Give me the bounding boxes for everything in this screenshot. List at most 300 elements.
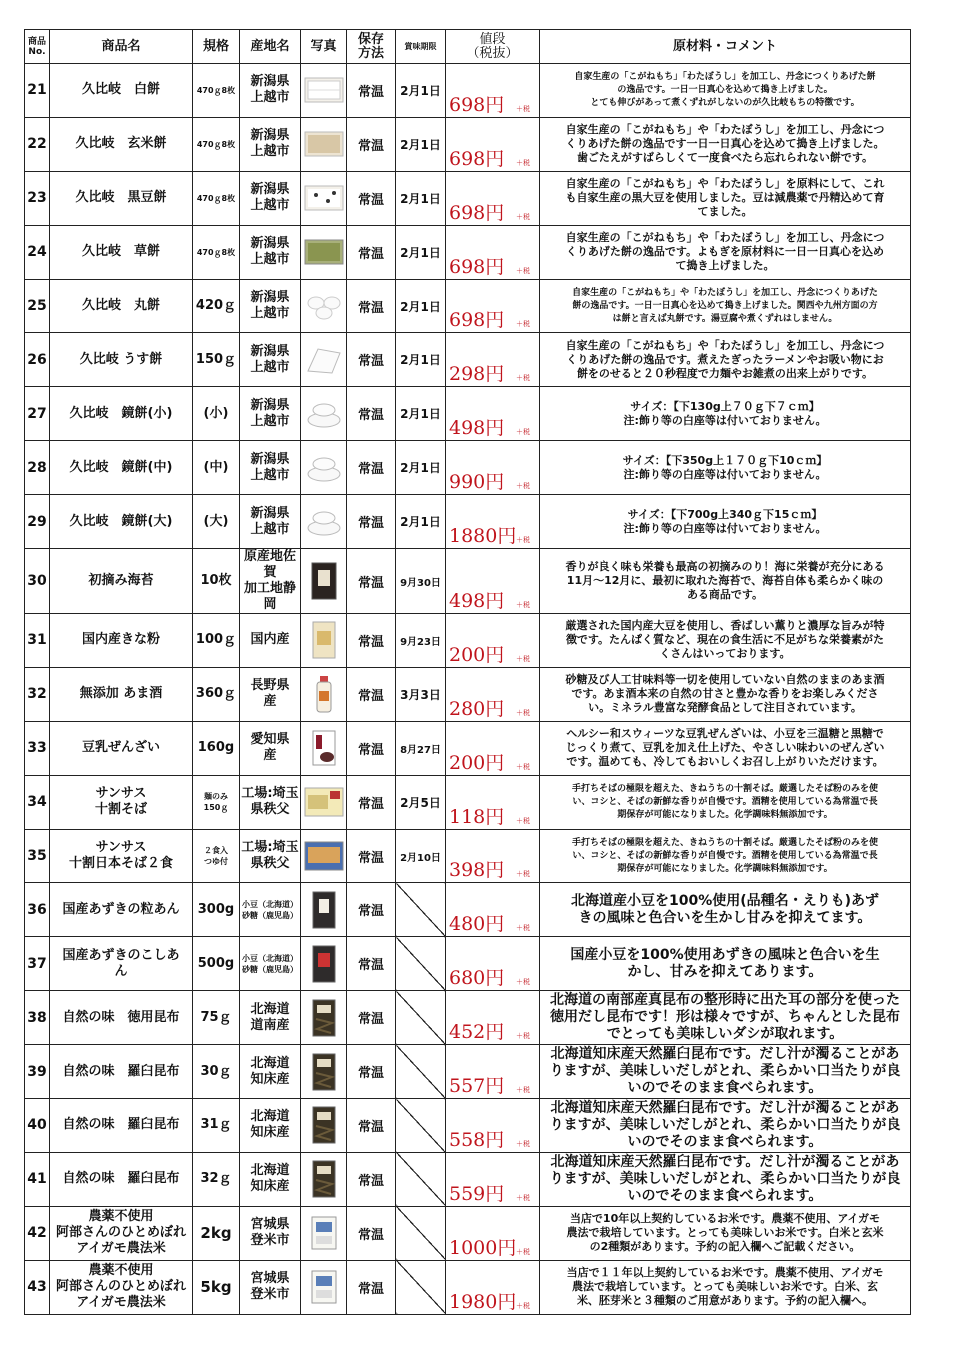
storage-method: 常温 — [347, 117, 396, 171]
comment-line: は餅と言えば丸餅です。湯豆腐や煮くずれはしません。 — [612, 313, 838, 324]
product-spec — [193, 495, 240, 549]
product-origin — [240, 333, 301, 387]
tax-label: ＋税 — [516, 654, 530, 663]
origin-line: 知床産 — [250, 1179, 290, 1195]
origin-line: 新潟県 — [250, 451, 290, 467]
best-before-date: 9月23日 — [396, 614, 446, 668]
spec-line: 30ｇ — [200, 1063, 232, 1079]
product-spec — [193, 775, 240, 829]
price-list-sheet — [24, 29, 910, 1315]
brown-rice-mochi-photo — [301, 117, 347, 171]
comment-line: 北海道知床産天然羅臼昆布です。だし汁が濁ることがあ — [550, 1099, 900, 1116]
origin-line: 知床産 — [250, 1125, 290, 1141]
spec-line: 150ｇ — [203, 803, 229, 813]
product-name — [50, 1260, 193, 1314]
spec-line: 470ｇ8枚 — [196, 139, 236, 149]
tax-label: ＋税 — [516, 1193, 530, 1202]
item-number: 42 — [25, 1206, 50, 1260]
storage-method: 常温 — [347, 387, 396, 441]
product-price — [446, 495, 540, 549]
spec-line: 75ｇ — [200, 1009, 232, 1025]
origin-line: 北海道 — [250, 1163, 290, 1179]
item-number: 25 — [25, 279, 50, 333]
name-line: 十割そば — [94, 802, 147, 818]
origin-line: 愛知県 — [250, 732, 290, 748]
product-name — [50, 279, 193, 333]
comment-line: 注:飾り等の白座等は付いておりません。 — [623, 521, 827, 535]
product-row — [25, 991, 911, 1045]
comment-line: 厳選された国内産大豆を使用し、香ばしい薫りと濃厚な旨みが特 — [565, 619, 885, 633]
storage-method: 常温 — [347, 614, 396, 668]
comment-line: 砂糖及び人工甘味料等一切を使用していない自然のままのあま酒 — [565, 673, 885, 687]
product-name — [50, 495, 193, 549]
comment-line: 徴です。たんぱく質など、現在の食生活に不足がちな栄養素がた — [565, 633, 885, 647]
price-amount: 558円 — [449, 1128, 505, 1151]
product-row — [25, 1260, 911, 1314]
price-amount: 452円 — [449, 1021, 505, 1044]
comment-line: 北海道の南部産真昆布の整形時に出た耳の部分を使った — [550, 992, 900, 1009]
comment-line: 餅をのせると２０秒程度で力麺やお雑煮の出来上がりです。 — [576, 366, 874, 380]
best-before-date — [396, 937, 446, 991]
comment-line: サイズ：【下130g上７０ｇ下７ｃｍ】 — [630, 399, 820, 413]
product-price — [446, 829, 540, 883]
product-name — [50, 1045, 193, 1099]
tax-label: ＋税 — [516, 428, 530, 437]
origin-line: 上越市 — [250, 467, 290, 483]
spec-line: つゆ付 — [204, 857, 228, 867]
comment-line: 手打ちそばの極限を超えた、きねうちの十割そば。厳選したそば粉のみを使 — [571, 837, 878, 848]
product-name — [50, 1152, 193, 1206]
rausu-kombu-32-photo — [301, 1152, 347, 1206]
comment-line: 自家生産の「こがねもち」「わたぼうし」を加工し、丹念につくりあげた餅 — [574, 71, 876, 82]
spec-line: 360ｇ — [195, 686, 237, 702]
spec-line: 500g — [197, 955, 235, 971]
product-comment — [540, 549, 911, 614]
product-comment — [540, 829, 911, 883]
product-row — [25, 775, 911, 829]
best-before-date — [396, 883, 446, 937]
name-line: 阿部さんのひとめぼれ — [55, 1225, 186, 1241]
kusa-mochi-photo — [301, 225, 347, 279]
storage-method: 常温 — [347, 495, 396, 549]
product-spec — [193, 1206, 240, 1260]
rausu-kombu-31-photo — [301, 1099, 347, 1153]
price-amount: 698円 — [449, 309, 505, 332]
best-before-date — [396, 991, 446, 1045]
item-number: 24 — [25, 225, 50, 279]
product-name — [50, 549, 193, 614]
comment-line: 当店で１１年以上契約しているお米です。農薬不使用、アイガモ — [566, 1266, 884, 1280]
product-comment — [540, 279, 911, 333]
product-row — [25, 117, 911, 171]
kombu-package-photo — [301, 991, 347, 1045]
product-price — [446, 614, 540, 668]
storage-method: 常温 — [347, 225, 396, 279]
origin-line: 小豆（北海道） — [242, 953, 298, 963]
product-row — [25, 883, 911, 937]
price-amount: 480円 — [449, 913, 505, 936]
best-before-date — [396, 1099, 446, 1153]
product-price — [446, 883, 540, 937]
product-name — [50, 333, 193, 387]
product-row — [25, 1045, 911, 1099]
origin-line: 宮城県 — [250, 1271, 290, 1287]
product-price — [446, 117, 540, 171]
origin-line: 新潟県 — [250, 236, 290, 252]
soba-2pack-photo — [301, 829, 347, 883]
comment-line: て搗き上げました。 — [675, 259, 775, 273]
tax-label: ＋税 — [516, 762, 530, 771]
product-comment — [540, 1045, 911, 1099]
item-number: 26 — [25, 333, 50, 387]
product-origin — [240, 883, 301, 937]
round-mochi-photo — [301, 279, 347, 333]
product-origin — [240, 549, 301, 614]
comment-line: サイズ：【下700g上340ｇ下15ｃｍ】 — [627, 507, 823, 521]
comment-line: 歯ごたえがすばらしくて一度食べたら忘れられない餅です。 — [576, 151, 874, 165]
comment-line: きの風味と色合いを生かし甘みを抑えてます。 — [578, 909, 872, 926]
product-origin — [240, 64, 301, 118]
product-name — [50, 1206, 193, 1260]
storage-method: 常温 — [347, 667, 396, 721]
comment-line: 徳用だし昆布です！形は様々ですが、ちゃんとした昆布 — [550, 1009, 900, 1026]
product-price — [446, 991, 540, 1045]
origin-line: 上越市 — [250, 144, 290, 160]
best-before-date: 3月3日 — [396, 667, 446, 721]
best-before-date: 2月10日 — [396, 829, 446, 883]
origin-line: 新潟県 — [250, 128, 290, 144]
product-comment — [540, 495, 911, 549]
product-price — [446, 333, 540, 387]
comment-line: くりあげた餅の逸品です。よもぎを原材料に一日一日真心を込め — [565, 245, 885, 259]
product-spec — [193, 991, 240, 1045]
product-price — [446, 937, 540, 991]
price-amount: 990円 — [449, 471, 505, 494]
name-line: 久比岐 草餅 — [81, 244, 160, 260]
product-price — [446, 279, 540, 333]
tax-label: ＋税 — [516, 816, 530, 825]
tax-label: ＋税 — [516, 158, 530, 167]
amazake-bottle-photo — [301, 667, 347, 721]
black-bean-mochi-photo — [301, 171, 347, 225]
product-price — [446, 441, 540, 495]
origin-line: 砂糖（鹿児島） — [242, 910, 298, 920]
storage-method: 常温 — [347, 1045, 396, 1099]
tax-label: ＋税 — [516, 978, 530, 987]
best-before-date: 8月27日 — [396, 721, 446, 775]
price-amount: 698円 — [449, 255, 505, 278]
product-origin — [240, 171, 301, 225]
product-row — [25, 387, 911, 441]
origin-line: 新潟県 — [250, 182, 290, 198]
product-row — [25, 441, 911, 495]
product-name — [50, 667, 193, 721]
soba-package-photo — [301, 775, 347, 829]
spec-line: ２食入 — [204, 846, 228, 856]
name-line: サンサス — [95, 786, 147, 802]
product-spec — [193, 117, 240, 171]
origin-line: 工場:埼玉 — [241, 840, 299, 856]
storage-method: 常温 — [347, 441, 396, 495]
origin-line: 道南産 — [250, 1017, 290, 1033]
origin-line: 原産地佐賀 — [243, 549, 296, 581]
price-amount: 200円 — [449, 643, 505, 666]
product-comment — [540, 667, 911, 721]
name-line: 十割日本そば２食 — [68, 856, 173, 872]
product-name — [50, 991, 193, 1045]
item-number: 33 — [25, 721, 50, 775]
spec-line: 31ｇ — [200, 1117, 232, 1133]
tax-label: ＋税 — [516, 212, 530, 221]
item-number: 23 — [25, 171, 50, 225]
name-line: 初摘み海苔 — [88, 573, 154, 589]
header-origin: 産地名 — [240, 30, 301, 64]
comment-line: ある商品です。 — [686, 588, 764, 602]
spec-line: 300g — [197, 901, 235, 917]
tax-label: ＋税 — [516, 870, 530, 879]
comment-line: 北海道産小豆を100%使用(品種名・えりも)あず — [570, 892, 880, 909]
origin-line: 新潟県 — [250, 505, 290, 521]
comment-line: い、コシと、そばの新鮮な香りが自慢です。酒精を使用している為常温で長 — [572, 850, 878, 861]
product-spec — [193, 883, 240, 937]
product-price — [446, 549, 540, 614]
product-origin — [240, 829, 301, 883]
origin-line: 加工地静岡 — [243, 581, 296, 613]
product-comment — [540, 171, 911, 225]
spec-line: (大) — [203, 513, 229, 529]
comment-line: 自家生産の「こがねもち」や「わたぼうし」を加工し、丹念につ — [565, 231, 885, 245]
product-spec — [193, 549, 240, 614]
product-price — [446, 171, 540, 225]
storage-method: 常温 — [347, 549, 396, 614]
name-line: 久比岐 白餅 — [81, 82, 160, 98]
product-row — [25, 1206, 911, 1260]
name-line: 国内産きな粉 — [81, 632, 160, 648]
spec-line: 10枚 — [200, 573, 232, 589]
koshian-package-photo — [301, 937, 347, 991]
product-price — [446, 1099, 540, 1153]
product-origin — [240, 495, 301, 549]
origin-line: 新潟県 — [250, 290, 290, 305]
name-line: ん — [114, 963, 128, 979]
storage-method: 常温 — [347, 721, 396, 775]
comment-line: くりあげた餅の逸品です一日一日真心を込めて搗き上げました。 — [565, 137, 885, 151]
tax-label: ＋税 — [516, 482, 530, 491]
product-comment — [540, 333, 911, 387]
item-number: 43 — [25, 1260, 50, 1314]
name-line: 久比岐 鏡餅(中) — [69, 459, 173, 475]
spec-line: 470ｇ8枚 — [196, 85, 236, 95]
product-row — [25, 721, 911, 775]
best-before-date: 2月5日 — [396, 775, 446, 829]
product-row — [25, 279, 911, 333]
item-number: 28 — [25, 441, 50, 495]
name-line: 農薬不使用 — [88, 1209, 154, 1225]
rausu-kombu-30-photo — [301, 1045, 347, 1099]
product-row — [25, 495, 911, 549]
product-name — [50, 775, 193, 829]
price-amount: 298円 — [449, 363, 505, 386]
product-origin — [240, 1045, 301, 1099]
comment-line: 自家生産の「こがねもち」や「わたぼうし」を加工し、丹念につ — [565, 338, 885, 352]
origin-line: 小豆（北海道） — [242, 899, 298, 909]
item-number: 39 — [25, 1045, 50, 1099]
origin-line: 国内産 — [250, 632, 290, 648]
comment-line: りますが、美味しいだしがとれ、柔らかい口当たりが良 — [549, 1116, 901, 1133]
product-row — [25, 333, 911, 387]
best-before-date: 2月1日 — [396, 117, 446, 171]
item-number: 32 — [25, 667, 50, 721]
product-spec — [193, 441, 240, 495]
comment-line: 期保存が可能になりました。化学調味料無添加です。 — [617, 863, 833, 874]
product-comment — [540, 1152, 911, 1206]
name-line: 豆乳ぜんざい — [81, 740, 160, 756]
product-comment — [540, 614, 911, 668]
name-line: アイガモ農法米 — [76, 1295, 166, 1311]
price-amount: 1980円 — [449, 1290, 517, 1313]
product-name — [50, 1099, 193, 1153]
product-spec — [193, 279, 240, 333]
comment-line: 注:飾り等の白座等は付いておりません。 — [623, 467, 827, 481]
product-origin — [240, 117, 301, 171]
best-before-date: 2月1日 — [396, 441, 446, 495]
storage-method: 常温 — [347, 279, 396, 333]
product-name — [50, 441, 193, 495]
product-table — [24, 29, 911, 1315]
product-spec — [193, 1045, 240, 1099]
product-origin — [240, 1206, 301, 1260]
item-number: 22 — [25, 117, 50, 171]
tax-label: ＋税 — [516, 1086, 530, 1095]
best-before-date: 2月1日 — [396, 171, 446, 225]
origin-line: 宮城県 — [250, 1217, 290, 1233]
header-comment: 原材料・コメント — [540, 30, 911, 64]
origin-line: 上越市 — [250, 306, 290, 321]
product-origin — [240, 441, 301, 495]
comment-line: 自家生産の「こがねもち」や「わたぼうし」を加工し、丹念につくりあげた — [572, 287, 878, 298]
tax-label: ＋税 — [516, 924, 530, 933]
price-amount: 698円 — [449, 147, 505, 170]
best-before-date: 2月1日 — [396, 279, 446, 333]
spec-line: 470ｇ8枚 — [196, 193, 236, 203]
origin-line: 知床産 — [250, 1071, 290, 1087]
product-row — [25, 667, 911, 721]
product-comment — [540, 775, 911, 829]
name-line: サンサス — [95, 840, 147, 856]
comment-line: とても伸びがあって煮くずれがしないのが久比岐もちの特徴です。 — [590, 97, 860, 108]
product-row — [25, 937, 911, 991]
storage-method: 常温 — [347, 171, 396, 225]
product-price — [446, 387, 540, 441]
spec-line: 100ｇ — [195, 632, 237, 648]
product-spec — [193, 64, 240, 118]
storage-method: 常温 — [347, 64, 396, 118]
spec-line: 32ｇ — [200, 1171, 232, 1187]
price-amount: 698円 — [449, 93, 505, 116]
comment-line: でとっても美味しいダシが取れます。 — [606, 1026, 844, 1043]
product-name — [50, 387, 193, 441]
origin-line: 産 — [263, 694, 277, 710]
comment-line: いのでそのまま食べられます。 — [627, 1133, 823, 1150]
storage-method: 常温 — [347, 775, 396, 829]
comment-line: い。ミネラル豊富な発酵食品として注目されています。 — [588, 701, 862, 715]
product-origin — [240, 614, 301, 668]
product-origin — [240, 775, 301, 829]
origin-line: 新潟県 — [250, 397, 290, 413]
product-origin — [240, 279, 301, 333]
price-amount: 557円 — [449, 1075, 505, 1098]
product-spec — [193, 171, 240, 225]
spec-line: 160g — [197, 740, 235, 756]
product-name — [50, 225, 193, 279]
origin-line: 工場:埼玉 — [241, 786, 299, 802]
spec-line: 420ｇ — [195, 298, 237, 313]
product-origin — [240, 225, 301, 279]
name-line: 久比岐 玄米餅 — [75, 136, 167, 152]
name-line: 久比岐 うす餅 — [79, 351, 163, 367]
product-price — [446, 1045, 540, 1099]
best-before-date: 9月30日 — [396, 549, 446, 614]
origin-line: 北海道 — [250, 1055, 290, 1071]
product-row — [25, 1099, 911, 1153]
comment-line: じっくり煮て、豆乳を加え仕上げた、やさしい味わいのぜんざい — [565, 741, 885, 755]
item-number: 29 — [25, 495, 50, 549]
product-row — [25, 614, 911, 668]
comment-line: 農法で栽培しています。とっても美味しいお米です。白米、玄 — [571, 1280, 879, 1294]
comment-line: 国産小豆を100%使用あずきの風味と色合いを生 — [570, 946, 880, 963]
comment-line: 香りが良く味も栄養も最高の初摘みのり！海に栄養が充分にある — [565, 560, 885, 574]
storage-method: 常温 — [347, 333, 396, 387]
spec-line: 150ｇ — [195, 351, 237, 367]
price-amount: 118円 — [449, 805, 505, 828]
best-before-date: 2月1日 — [396, 225, 446, 279]
spec-line: (小) — [203, 405, 229, 421]
best-before-date — [396, 1260, 446, 1314]
product-name — [50, 614, 193, 668]
product-name — [50, 117, 193, 171]
product-comment — [540, 1099, 911, 1153]
name-line: 久比岐 丸餅 — [81, 298, 160, 313]
product-comment — [540, 721, 911, 775]
product-comment — [540, 225, 911, 279]
comment-line: 米、胚芽米と３種類のご用意があります。予約の記入欄へ。 — [576, 1294, 874, 1308]
header-price: 値段 （税抜） — [446, 30, 540, 64]
header-row — [25, 30, 911, 64]
comment-line: りますが、美味しいだしがとれ、柔らかい口当たりが良 — [549, 1063, 901, 1080]
product-origin — [240, 667, 301, 721]
name-line: 農薬不使用 — [88, 1263, 154, 1279]
best-before-date: 2月1日 — [396, 64, 446, 118]
product-price — [446, 775, 540, 829]
header-spec: 規格 — [193, 30, 240, 64]
name-line: 自然の味 羅臼昆布 — [62, 1171, 180, 1187]
product-spec — [193, 721, 240, 775]
tax-label: ＋税 — [516, 1247, 530, 1256]
origin-line: 長野県 — [250, 678, 290, 694]
product-row — [25, 829, 911, 883]
comment-line: いのでそのまま食べられます。 — [627, 1080, 823, 1097]
item-number: 37 — [25, 937, 50, 991]
comment-line: 農法で栽培しています。とっても美味しいお米です。白米と玄米 — [566, 1226, 884, 1240]
comment-line: です。温めても、冷してもおいしくお召し上がりいただけます。 — [566, 755, 884, 769]
product-comment — [540, 883, 911, 937]
comment-line: 自家生産の「こがねもち」や「わたぼうし」を加工し、丹念につ — [565, 123, 885, 137]
storage-method: 常温 — [347, 883, 396, 937]
comment-line: 11月～12月に、最初に取れた海苔で、海苔自体も柔らかく味の — [566, 574, 884, 588]
comment-line: くさんはいっております。 — [659, 647, 791, 661]
name-line: 国産あずきの粒あん — [62, 901, 180, 917]
item-number: 36 — [25, 883, 50, 937]
